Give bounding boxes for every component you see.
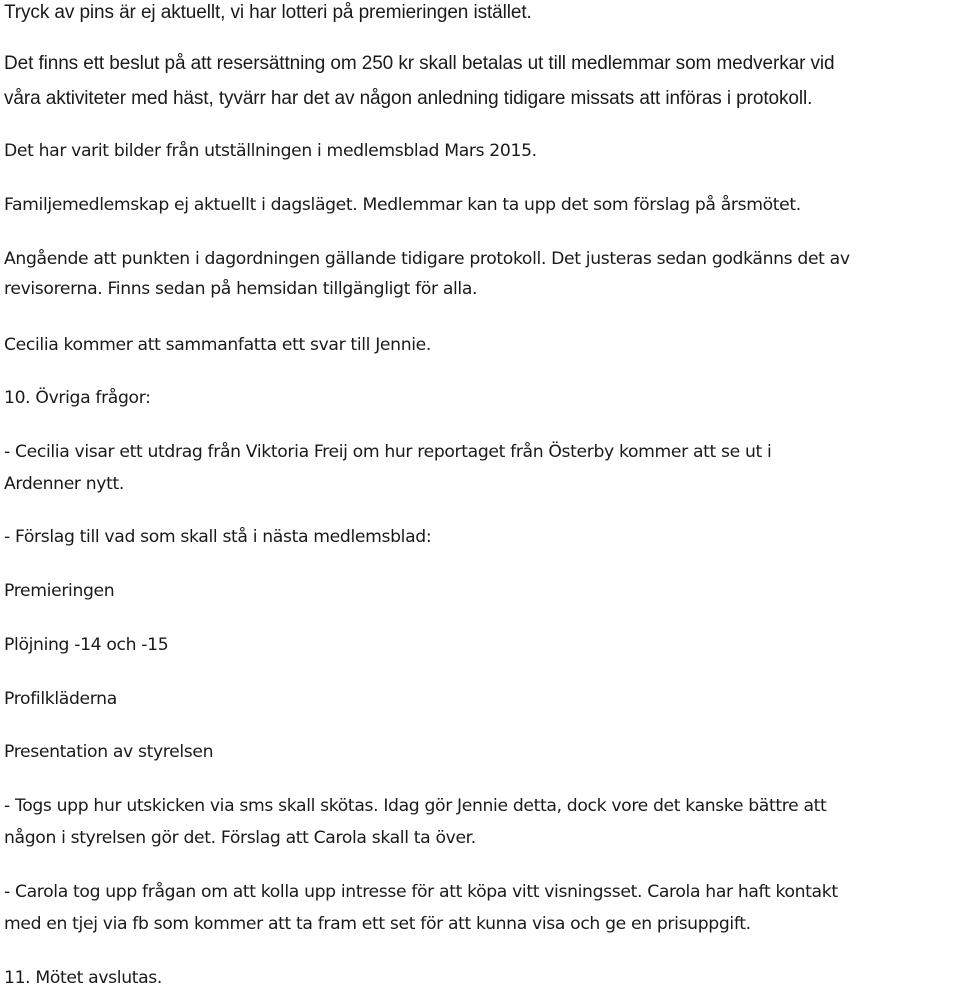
paragraph-family-membership (4, 190, 801, 220)
text-line: Cecilia kommer att sammanfatta ett svar till Jennie. (4, 335, 431, 355)
text-line: 11. Mötet avslutas. (4, 968, 163, 988)
text-line: - Cecilia visar ett utdrag från Viktoria Freij om hur reportaget från Österby kommer att se ut i (4, 442, 772, 462)
list-item-presentation (4, 737, 213, 767)
text-line: någon i styrelsen gör det. Förslag att Carola skall ta över. (4, 828, 476, 848)
text-line: - Förslag till vad som skall stå i nästa medlemsblad: (4, 527, 432, 547)
paragraph-cecilia-summary (4, 330, 431, 360)
text-line: revisorerna. Finns sedan på hemsidan tillgängligt för alla. (4, 279, 478, 299)
text-line: Presentation av styrelsen (4, 742, 214, 762)
text-line: Det har varit bilder från utställningen i medlemsblad Mars 2015. (4, 141, 537, 161)
list-item-profilkladerna (4, 684, 117, 714)
paragraph-travel-compensation (4, 49, 834, 114)
text-line: Tryck av pins är ej aktuellt, vi har lotteri på premieringen istället. (4, 2, 532, 23)
paragraph-sms-dispatch (4, 791, 826, 853)
list-item-plojning (4, 630, 168, 660)
paragraph-exhibition-photos (4, 136, 537, 166)
text-line: Profilkläderna (4, 689, 117, 709)
paragraph-report-excerpt (4, 437, 771, 499)
section-heading-meeting-closed (4, 963, 162, 993)
text-line: med en tjej via fb som kommer att ta fram ett set för att kunna visa och ge en prisuppgift. (4, 914, 751, 934)
text-line: - Togs upp hur utskicken via sms skall skötas. Idag gör Jennie detta, dock vore det kanske bättre att (4, 796, 827, 816)
paragraph-newsletter-proposal (4, 522, 431, 552)
section-heading-other-questions (4, 383, 151, 413)
text-line: Familjemedlemskap ej aktuellt i dagsläget. Medlemmar kan ta upp det som förslag på årsmötet. (4, 195, 801, 215)
text-line: Plöjning -14 och -15 (4, 635, 169, 655)
text-line: Det finns ett beslut på att resersättning om 250 kr skall betalas ut till medlemmar som medverkar vid (4, 53, 835, 74)
paragraph-pins-lottery (4, 0, 532, 28)
text-line: våra aktiviteter med häst, tyvärr har det av någon anledning tidigare missats att införas i protokoll. (4, 88, 813, 109)
text-line: Angående att punkten i dagordningen gällande tidigare protokoll. Det justeras sedan godkänns det av (4, 249, 850, 269)
text-line: Ardenner nytt. (4, 474, 125, 494)
paragraph-display-set (4, 877, 838, 939)
paragraph-agenda-protocol (4, 244, 850, 304)
text-line: Premieringen (4, 581, 115, 601)
text-line: - Carola tog upp frågan om att kolla upp intresse för att köpa vitt visningsset. Carola har haft kontakt (4, 882, 838, 902)
text-line: 10. Övriga frågor: (4, 388, 151, 408)
list-item-premieringen (4, 576, 114, 606)
